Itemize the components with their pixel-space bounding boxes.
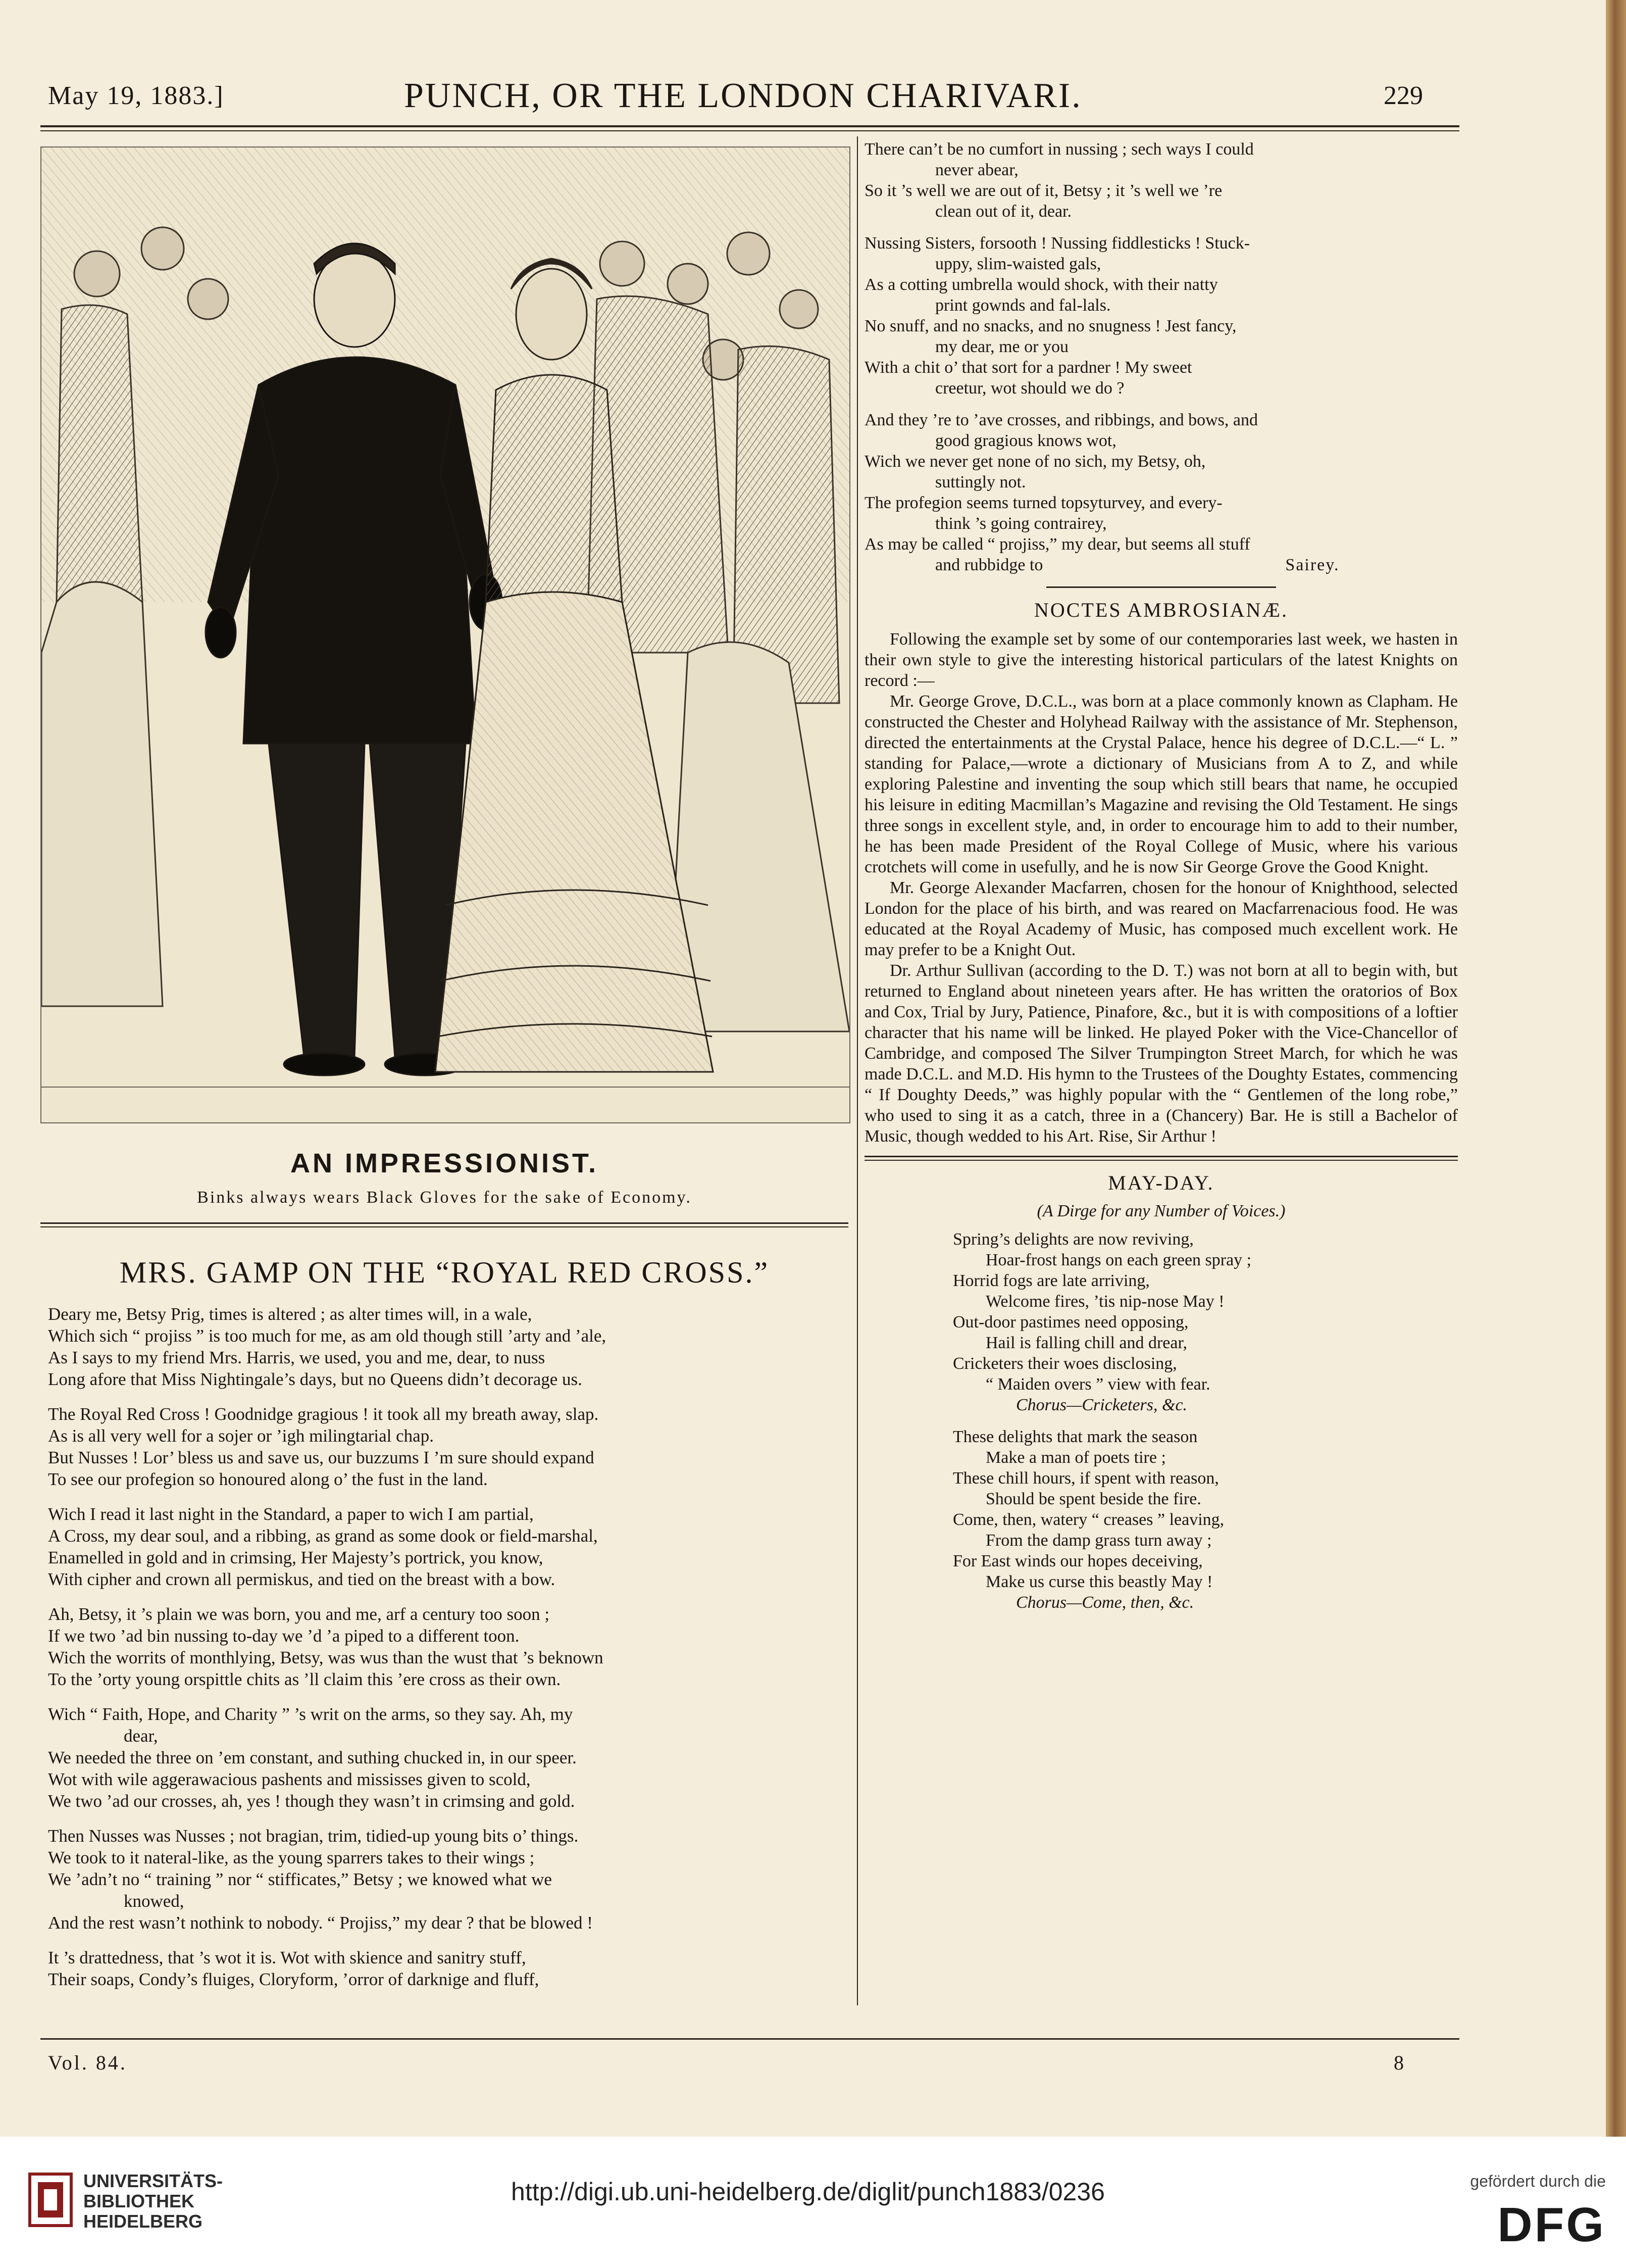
header-rule xyxy=(40,125,1459,127)
poem-line: think ’s going contrairey, xyxy=(935,514,1107,533)
poem-line-text: and rubbidge to xyxy=(935,556,1043,574)
poem-line: Cricketers their woes disclosing, xyxy=(953,1354,1177,1373)
poem-line: Then Nusses was Nusses ; not bragian, trim, tidied-up young bits o’ things. xyxy=(48,1826,579,1846)
poem-line: Out-door pastimes need opposing, xyxy=(953,1313,1189,1332)
cartoon-title: AN IMPRESSIONIST. xyxy=(290,1148,599,1178)
poem-line: uppy, slim-waisted gals, xyxy=(935,255,1101,273)
library-name-line: BIBLIOTHEK xyxy=(83,2191,194,2211)
poem-gamp xyxy=(48,1303,853,2003)
header-date: May 19, 1883.] xyxy=(48,81,224,110)
poem-line: Horrid fogs are late arriving, xyxy=(953,1271,1150,1290)
poem-line: never abear, xyxy=(935,161,1019,179)
poem-line: Wich we never get none of no sich, my Betsy, oh, xyxy=(865,452,1206,471)
ballroom-engraving xyxy=(41,147,849,1122)
article-title-noctes: NOCTES AMBROSIANÆ. xyxy=(1034,599,1288,621)
stanza xyxy=(48,1503,853,1590)
section-rule-thin xyxy=(865,1160,1458,1161)
poem-line: These delights that mark the season xyxy=(953,1427,1198,1446)
digitization-url-link[interactable]: http://digi.ub.uni-heidelberg.de/diglit/punch1883/0236 xyxy=(511,2178,1105,2206)
poem-line: Wich I read it last night in the Standard, a paper to wich I am partial, xyxy=(48,1504,534,1524)
article-paragraph: Mr. George Alexander Macfarren, chosen for the honour of Knighthood, selected London for the place of his birth, and was reared on Macfarrenacious food. He was educated at the Royal Academy of Music, has composed much excellent work. He may prefer to be a Knight Out. xyxy=(865,878,1458,959)
poem-line: clean out of it, dear. xyxy=(935,202,1072,221)
poem-line: With cipher and crown all permiskus, and tied on the breast with a bow. xyxy=(48,1569,555,1589)
author-signature: Sairey. xyxy=(1285,556,1340,574)
poem-line: And the rest wasn’t nothink to nobody. “ Projiss,” my dear ? that be blowed ! xyxy=(48,1913,593,1933)
dfg-logo[interactable]: DFG xyxy=(1497,2198,1606,2252)
stanza xyxy=(865,410,1458,575)
poem-line: To the ’orty young orspittle chits as ’ll claim this ’ere cross as their own. xyxy=(48,1669,561,1689)
poem-line: Hoar-frost hangs on each green spray ; xyxy=(986,1251,1252,1269)
poem-line: creetur, wot should we do ? xyxy=(935,379,1125,398)
poem-chorus: Chorus—Cricketers, &c. xyxy=(1016,1396,1188,1414)
poem-line: It ’s drattedness, that ’s wot it is. Wot with skience and sanitry stuff, xyxy=(48,1948,526,1967)
poem-line: The profegion seems turned topsyturvey, and every- xyxy=(865,494,1223,512)
poem-line: Wot with wile aggerawacious pashents and mississes given to scold, xyxy=(48,1769,531,1789)
article-paragraph: Dr. Arthur Sullivan (according to the D. T.) was not born at all to begin with, but returned to England about nineteen years after. He has written the oratorios of Box and Cox, Trial by Jury, Patience, Pinafore, &c., but it is with compositions of a loftier character that his name will be linked. He played Poker with the Vice-Chancellor of Cambridge, and composed The Silver Trumpington Street March, for which he was made D.C.L. and M.D. His hymn to the Trustees of the Doughty Estates, commencing “ If Doughty Deeds,” was highly popular with the “ Gentlemen of the long robe,” who used to sing it as a catch, three in a (Chancery) Bar. He is still a Bachelor of Music, though wedded to his Art. Rise, Sir Arthur ! xyxy=(865,961,1458,1146)
poem-line: Make a man of poets tire ; xyxy=(986,1448,1166,1467)
library-name-line: HEIDELBERG xyxy=(83,2211,203,2232)
stanza xyxy=(48,1303,853,1390)
stanza xyxy=(865,233,1458,399)
poem-line: Which sich “ projiss ” is too much for me, as am old though still ’arty and ’ale, xyxy=(48,1326,606,1346)
poem-line: As a cotting umbrella would shock, with their natty xyxy=(865,275,1218,294)
poem-line: Come, then, watery “ creases ” leaving, xyxy=(953,1510,1225,1529)
poem-line: Ah, Betsy, it ’s plain we was born, you and me, arf a century too soon ; xyxy=(48,1604,550,1624)
poem-line: If we two ’ad bin nussing to-day we ’d ’a piped to a different toon. xyxy=(48,1626,520,1646)
poem-line: So it ’s well we are out of it, Betsy ; it ’s well we ’re xyxy=(865,181,1223,200)
poem-line: Their soaps, Condy’s fluiges, Cloryform, ’orror of darknige and fluff, xyxy=(48,1969,539,1989)
poem-line: As I says to my friend Mrs. Harris, we used, you and me, dear, to nuss xyxy=(48,1348,545,1367)
stanza xyxy=(865,139,1458,222)
section-rule xyxy=(40,1222,848,1224)
poem-line: To see our profegion so honoured along o’ the fust in the land. xyxy=(48,1469,488,1489)
poem-line: Wich “ Faith, Hope, and Charity ” ’s writ on the arms, so they say. Ah, my xyxy=(48,1704,573,1724)
poem-line: From the damp grass turn away ; xyxy=(986,1531,1212,1550)
poem-line: These chill hours, if spent with reason, xyxy=(953,1469,1219,1488)
right-column xyxy=(865,139,1458,1624)
poem-line: As may be called “ projiss,” my dear, but seems all stuff xyxy=(865,535,1250,554)
poem-line: Hail is falling chill and drear, xyxy=(986,1334,1187,1352)
volume-number: Vol. 84. xyxy=(48,2051,127,2074)
stanza xyxy=(48,1403,853,1490)
stanza xyxy=(48,1703,853,1812)
poem-line: suttingly not. xyxy=(935,473,1026,491)
poem-line: my dear, me or you xyxy=(935,337,1069,356)
poem-line: We took to it nateral-like, as the young sparrers takes to their wings ; xyxy=(48,1848,535,1867)
library-logo[interactable] xyxy=(28,2167,223,2238)
poem-line: The Royal Red Cross ! Goodnidge gragious ! it took all my breath away, slap. xyxy=(48,1404,599,1424)
poem-line: But Nusses ! Lor’ bless us and save us, our buzzums I ’m sure should expand xyxy=(48,1448,594,1467)
article-subtitle-mayday: (A Dirge for any Number of Voices.) xyxy=(1037,1202,1286,1220)
article-paragraph: Mr. George Grove, D.C.L., was born at a place commonly known as Clapham. He constructed the Chester and Holyhead Railway with the assistance of Mr. Stephenson, directed the entertainments at the Crystal Palace, hence his degree of D.C.L.—“ L. ” standing for Palace,—wrote a dictionary of Musicians from A to Z, and while exploring Palestine and inventing the soup which still bears that name, he occupied his leisure in editing Macmillan’s Magazine and revising the Old Testament. He sings three songs in excellent style, and, in order to encourage him to add to their number, he has been made President of the Royal College of Music, where his various crotchets will come in usefully, and he is now Sir George Grove the Good Knight. xyxy=(865,692,1458,876)
page-number: 229 xyxy=(1384,81,1423,110)
poem-line: And they ’re to ’ave crosses, and ribbings, and bows, and xyxy=(865,411,1258,429)
footer-rule xyxy=(40,2038,1459,2040)
poem-chorus: Chorus—Come, then, &c. xyxy=(1016,1593,1194,1612)
poem-line: Make us curse this beastly May ! xyxy=(986,1572,1213,1591)
book-edge xyxy=(1606,0,1626,2137)
library-name-line: UNIVERSITÄTS- xyxy=(83,2171,223,2191)
poem-line xyxy=(865,555,1458,575)
poem-line: Should be spent beside the fire. xyxy=(986,1490,1201,1508)
header-rule-thin xyxy=(40,130,1459,131)
poem-line: good gragious knows wot, xyxy=(935,431,1116,450)
masthead-title: PUNCH, OR THE LONDON CHARIVARI. xyxy=(404,76,1082,115)
section-rule-thin xyxy=(40,1226,848,1227)
cartoon-illustration xyxy=(40,146,850,1123)
signature-mark: 8 xyxy=(1394,2051,1404,2074)
article-paragraph: Following the example set by some of our contemporaries last week, we hasten in their own style to give the interesting historical particulars of the latest Knights on record :— xyxy=(865,630,1458,690)
poem-line: We needed the three on ’em constant, and suthing chucked in, in our speer. xyxy=(48,1748,577,1767)
poem-line: Nussing Sisters, forsooth ! Nussing fiddlesticks ! Stuck- xyxy=(865,234,1250,253)
stanza xyxy=(48,1825,853,1934)
article-title-mayday: MAY-DAY. xyxy=(1108,1171,1214,1194)
poem-line: We ’adn’t no “ training ” nor “ stifficates,” Betsy ; we knowed what we xyxy=(48,1869,552,1889)
poem-line: Wich the worrits of monthlying, Betsy, was wus than the wust that ’s beknown xyxy=(48,1648,603,1667)
stanza xyxy=(48,1947,853,1990)
poem-line: Welcome fires, ’tis nip-nose May ! xyxy=(986,1292,1225,1311)
poem-line: “ Maiden overs ” view with fear. xyxy=(986,1375,1210,1394)
poem-line: dear, xyxy=(124,1726,158,1746)
article-title-gamp: MRS. GAMP ON THE “ROYAL RED CROSS.” xyxy=(119,1256,770,1289)
poem-line: knowed, xyxy=(124,1891,184,1911)
poem-line: A Cross, my dear soul, and a ribbing, as grand as some dook or field-marshal, xyxy=(48,1526,598,1546)
stanza xyxy=(865,1426,1458,1613)
university-seal-icon xyxy=(28,2172,73,2228)
library-name xyxy=(83,2171,223,2232)
poem-line: There can’t be no cumfort in nussing ; sech ways I could xyxy=(865,140,1254,159)
poem-line: As is all very well for a sojer or ’igh milingtarial chap. xyxy=(48,1426,434,1446)
funded-by-label: gefördert durch die xyxy=(1470,2172,1606,2190)
cartoon-caption: Binks always wears Black Gloves for the sake of Economy. xyxy=(197,1188,692,1207)
stanza xyxy=(865,1229,1458,1415)
poem-line: Deary me, Betsy Prig, times is altered ; as alter times will, in a wale, xyxy=(48,1304,532,1324)
poem-line: Spring’s delights are now reviving, xyxy=(953,1230,1194,1249)
poem-line: We two ’ad our crosses, ah, yes ! though they wasn’t in crimsing and gold. xyxy=(48,1791,575,1811)
poem-line: For East winds our hopes deceiving, xyxy=(953,1552,1203,1570)
poem-line: With a chit o’ that sort for a pardner ! My sweet xyxy=(865,358,1192,377)
poem-line: No snuff, and no snacks, and no snugness ! Jest fancy, xyxy=(865,317,1237,335)
poem-line: print gownds and fal-lals. xyxy=(935,296,1111,315)
poem-line: Long afore that Miss Nightingale’s days, but no Queens didn’t decorage us. xyxy=(48,1369,582,1389)
stanza xyxy=(48,1603,853,1690)
poem-line: Enamelled in gold and in crimsing, Her Majesty’s portrick, you know, xyxy=(48,1548,543,1567)
section-rule xyxy=(865,1156,1458,1157)
section-rule xyxy=(1046,586,1276,588)
column-rule xyxy=(857,136,858,2005)
